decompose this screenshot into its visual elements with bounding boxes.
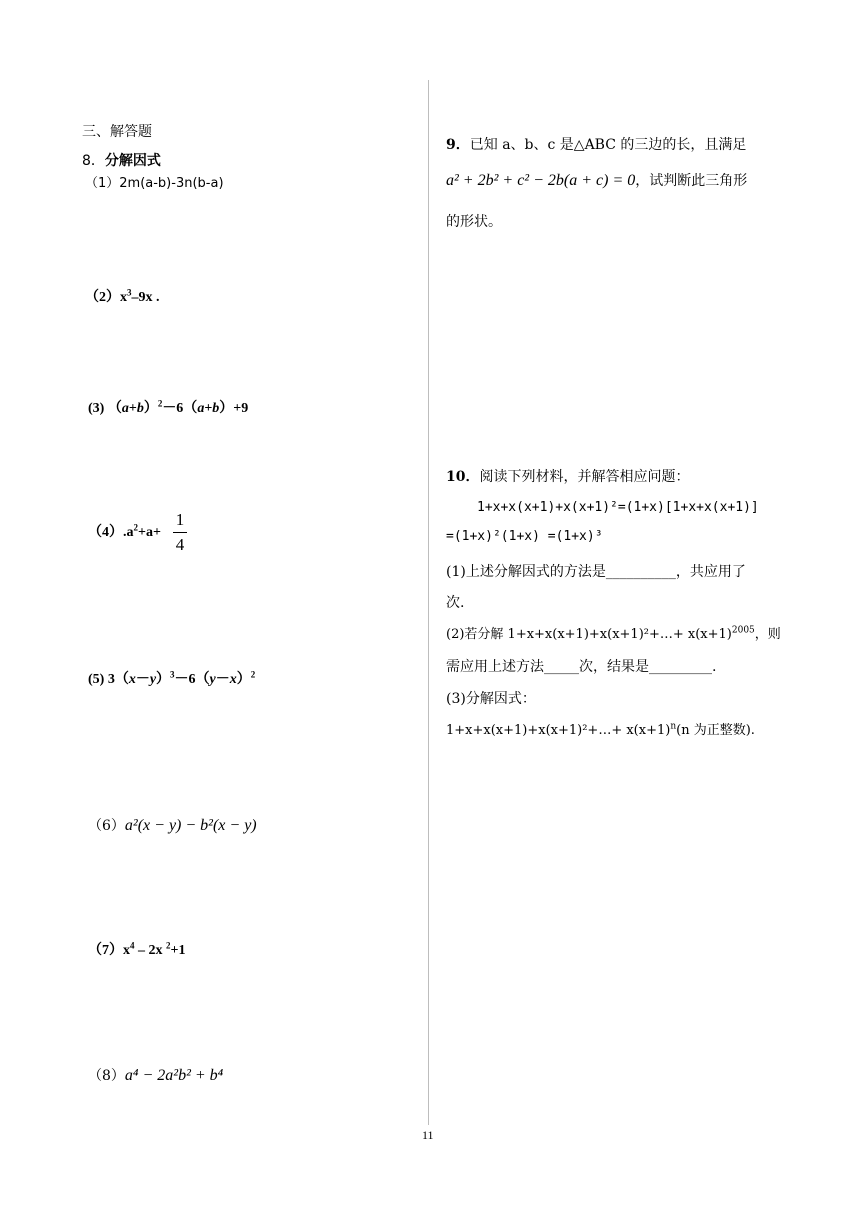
q8-part-6-expression: a²(x − y) − b²(x − y) bbox=[124, 817, 257, 834]
q8-part-5-mid: －6（ bbox=[174, 672, 210, 687]
q10-equation-1: 1+x+x(x+1)+x(x+1)²=(1+x)[1+x+x(x+1)] bbox=[477, 500, 759, 515]
question-9-formula: a² + 2b² + c² − 2b(a + c) = 0 bbox=[446, 172, 636, 189]
question-8-number: 8． bbox=[82, 153, 105, 169]
question-10-number: 10． bbox=[446, 469, 480, 485]
fraction-numerator: 1 bbox=[175, 510, 185, 529]
q10-sub-2-tail: ，则 bbox=[754, 627, 781, 642]
q8-part-5-y: y bbox=[149, 672, 157, 687]
q8-part-8-label: （8） bbox=[88, 1068, 125, 1084]
q8-part-2-rest: –9x . bbox=[131, 290, 160, 305]
q10-sub-2-text: (2)若分解 1+x+x(x+1)+x(x+1)²+…+ x(x+1) bbox=[446, 627, 732, 642]
question-9-line-1 bbox=[446, 136, 746, 154]
q8-part-4: $(4).a^2+a+$ bbox=[88, 522, 161, 540]
q8-part-8 bbox=[88, 1067, 223, 1085]
q8-part-7-end: +1 bbox=[170, 943, 186, 958]
section-title: 三、解答题 bbox=[82, 124, 152, 140]
q10-equation-2: =(1+x)²(1+x) =(1+x)³ bbox=[446, 529, 603, 544]
q10-sub-2-line-1 bbox=[446, 626, 781, 644]
question-10-title bbox=[446, 468, 689, 486]
q8-part-5-x: x bbox=[128, 672, 136, 687]
page-number: 11 bbox=[422, 1128, 434, 1142]
q8-part-7-label: （7）x bbox=[88, 943, 130, 958]
column-divider bbox=[428, 80, 429, 1125]
question-8-title bbox=[82, 152, 161, 170]
q10-sub-1-line-2: 次. bbox=[446, 595, 465, 611]
q8-part-5: (5) $3(x-y)^3-6(y-x)^2$ bbox=[88, 669, 256, 687]
q10-sub-3-line-1: (3)分解因式： bbox=[446, 691, 536, 707]
q8-part-8-expression: a⁴ − 2a²b² + b⁴ bbox=[124, 1067, 224, 1084]
q8-part-7: $(7)x^4 - 2x$ $^2$+1 bbox=[88, 940, 186, 958]
question-9-line-3: 的形状。 bbox=[446, 214, 502, 230]
q8-part-2-label: （2）x bbox=[85, 290, 127, 305]
q8-part-7-mid: – 2x bbox=[134, 943, 166, 958]
q8-part-2: $(2)x^3-9x$ . bbox=[85, 287, 160, 305]
q8-part-3-label: (3) （ bbox=[88, 401, 122, 416]
question-9-line-2 bbox=[446, 172, 747, 190]
q10-sub-3-tail: (n 为正整数). bbox=[676, 723, 755, 738]
q10-sub-3-line-2 bbox=[446, 722, 755, 740]
q10-sub-2-exponent: 2005 bbox=[731, 625, 755, 636]
fraction-denominator: 4 bbox=[175, 535, 185, 554]
q8-part-3-a: a bbox=[121, 401, 129, 416]
q8-part-3-rest: －6（ bbox=[162, 401, 198, 416]
q8-part-4-label: （4）.a bbox=[88, 525, 134, 540]
question-9-line-2-tail: ，试判断此三角形 bbox=[635, 173, 748, 189]
question-10-title-text: 阅读下列材料，并解答相应问题： bbox=[479, 469, 690, 485]
question-9-number: 9． bbox=[446, 137, 470, 153]
question-8-title-text: 分解因式 bbox=[104, 153, 161, 169]
question-9-text: 已知 a、b、c 是△ABC 的三边的长，且满足 bbox=[469, 137, 747, 153]
q10-sub-1-line-1: (1)上述分解因式的方法是__________，共应用了 bbox=[446, 564, 746, 580]
q8-part-6 bbox=[88, 817, 257, 835]
q10-sub-3-text: 1+x+x(x+1)+x(x+1)²+…+ x(x+1) bbox=[446, 723, 671, 738]
q8-part-3-b: b bbox=[136, 401, 144, 416]
q8-part-4-fraction bbox=[173, 510, 187, 555]
q8-part-6-label: （6） bbox=[88, 818, 125, 834]
q8-part-4-mid: +a+ bbox=[138, 525, 161, 540]
q8-part-3-end: +9 bbox=[233, 401, 249, 416]
q10-sub-2-line-2: 需应用上述方法_____次，结果是_________. bbox=[446, 659, 717, 675]
q8-part-5-label: (5) 3（ bbox=[88, 672, 129, 687]
q8-part-1: （1）2m(a-b)-3n(b-a) bbox=[85, 176, 224, 191]
q10-sub-3-exponent: n bbox=[670, 721, 677, 732]
q8-part-3: (3) $(a+b)^2-6(a+b)+9$ bbox=[88, 398, 249, 416]
